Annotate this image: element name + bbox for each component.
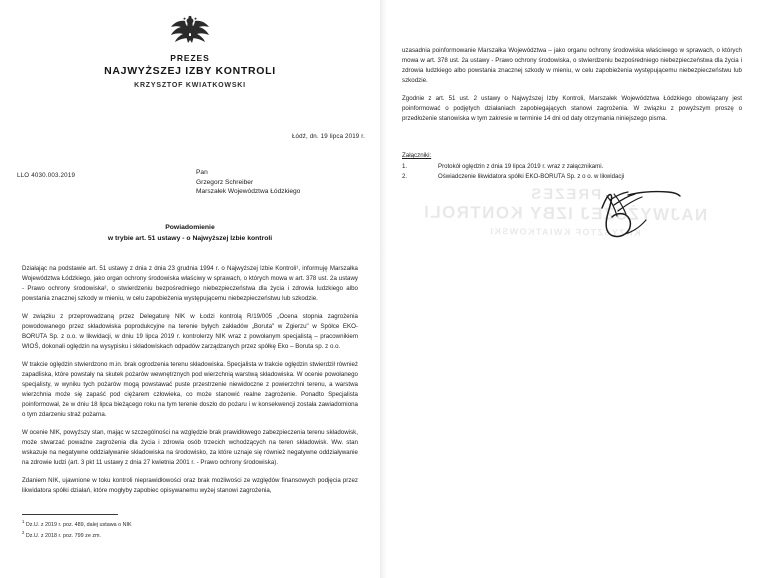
footnote-1 [22, 518, 272, 529]
footnote-1-marker: 1 [22, 519, 25, 524]
attachment-text: Protokół oględzin z dnia 19 lipca 2019 r. wraz z załącznikami. [438, 163, 604, 170]
attachment-text: Oświadczenie likwidatora spółki EKO-BORUTA Sp. z o o. w likwidacji [438, 172, 625, 180]
date-line: Łódź, dn. 19 lipca 2019 r. [291, 133, 365, 140]
paragraph-4: W ocenie NIK, powyższy stan, mając w szczególności na względzie brak prawidłowego zabezpieczenia terenu składowisk, może stwarzać poważne zagrożenia dla życia i zdrowia osób trzecich wchodzących na teren składowisk. Ww. stan wskazuje na negatywne oddziaływanie składowiska na środowisko, za które uznaje się również negatywne oddziaływanie na zdrowie ludzi (art. 3 pkt 11 ustawy z dnia 27 kwietnia 2001 r. - Prawo ochrony środowiska). [22, 429, 358, 467]
letterhead-line-1: PREZES [170, 53, 210, 63]
document-title-line-1: Powiadomienie [165, 224, 215, 231]
page-2-paragraph-1: uzasadnia poinformowanie Marszałka Województwa – jako organu ochrony środowiska właściwego w sprawach, o których mowa w art. 378 ust. 2a ustawy - Prawo ochrony środowiska, o stwierdzeniu bezpośredniego niebezpieczeństwa dla życia i zdrowia ludzkiego albo powstania znacznej szkody w mieniu, w celu zapobieżenia występującemu niebezpieczeństwu lub szkodzie. [402, 47, 742, 84]
addressee-name: Grzegorz Schreiber [196, 178, 254, 186]
attachments-list [402, 152, 732, 181]
paragraph-5: Zdaniem NIK, ujawnione w toku kontroli nieprawidłowości oraz brak możliwości ze względów finansowych podjęcia przez likwidatora spółki działań, które mogłyby zapobiec opisywanemu wyżej stanowi zagrożenia, [22, 477, 358, 495]
addressee-role: Marszałek Województwa Łódzkiego [196, 188, 301, 196]
addressee-salutation: Pan [196, 169, 208, 176]
footnote-2-text: Dz.U. z 2018 r. poz. 799 ze zm. [25, 532, 102, 539]
paragraph-1: Działając na podstawie art. 51 ustawy z dnia z dnia 23 grudnia 1994 r. o Najwyższej Izbie Kontroli¹, informuję Marszałka Województwa Łódzkiego, jako organ ochrony środowiska właściwy w sprawach, o których mowa w art. 378 ust. 2a ustawy - Prawo ochrony środowiska², o stwierdzeniu bezpośredniego niebezpieczeństwa dla życia i zdrowia ludzkiego albo powstania znacznej szkody w mieniu, w celu zapobieżenia występującemu niebezpieczeństwu lub szkodzie. [22, 265, 358, 302]
page-1-body [22, 258, 358, 505]
footnotes [22, 514, 272, 540]
page-2-paragraph-2: Zgodnie z art. 51 ust. 2 ustawy o Najwyższej Izby Kontroli, Marszałek Województwa Łódzkiego obowiązany jest poinformować o podjętych działaniach zapobiegających stanowi zagrożenia. W związku z powyższym proszę o przedłożenie stanowiska w tym zakresie w terminie 14 dni od daty otrzymania niniejszego pisma. [402, 95, 742, 123]
footnote-1-text: Dz.U. z 2019 r. poz. 489, dalej ustawa o NIK [25, 521, 132, 528]
polish-eagle-emblem-icon [167, 12, 213, 46]
document-title-line-2: w trybie art. 51 ustawy - o Najwyższej Izbie kontroli [107, 235, 273, 242]
reference-number: LLO 4030.003.2019 [17, 172, 76, 179]
document-title [0, 222, 380, 244]
page-2-body [402, 40, 742, 132]
attachment-number: 1. [402, 163, 408, 170]
addressee-block [196, 168, 300, 197]
attachment-item [402, 162, 732, 172]
footnote-2 [22, 529, 272, 540]
attachments-heading: Załączniki: [402, 152, 432, 159]
attachment-item [402, 172, 732, 182]
letterhead-line-2: NAJWYŻSZEJ IZBY KONTROLI [104, 65, 276, 77]
attachment-number: 2. [402, 172, 408, 180]
paragraph-2: W związku z przeprowadzaną przez Delegaturę NIK w Łodzi kontrolą R/19/005 „Ocena stopnia zagrożenia powodowanego przez składowiska poprodukcyjne na terenie byłych zakładów „Boruta" w Zgierzu" w Spółce EKO-BORUTA Sp. z o.o. w likwidacji, w dniu 19 lipca 2019 r. kontrolerzy NIK wraz z powołanym specjalistą – pracownikiem WIOŚ, dokonali oględzin na wysypisku i składowiskach odpadów zarządzanych przez spółkę Eko – Boruta sp. z o.o. [22, 313, 358, 350]
footnote-2-marker: 2 [22, 530, 25, 535]
letterhead-signer-name: KRZYSZTOF KWIATKOWSKI [134, 82, 246, 89]
footnote-separator [22, 514, 118, 515]
letterhead [0, 12, 380, 89]
paragraph-3: W trakcie oględzin stwierdzono m.in. brak ogrodzenia terenu składowiska. Specjalista w trakcie oględzin stwierdził również zapadliska, które powstały na skutek pożarów wewnętrznych pod wierzchnią warstwą składowiska. W ocenie powołanego specjalisty, w wyniku tych pożarów mogą powstawać puste przestrzenie niewidoczne z powierzchni terenu, a warstwa wierzchnia może się zapaść pod ciężarem człowieka, co może stanowić realne zagrożenie. Ponadto Specjalista poinformował, że w dniu 18 lipca bieżącego roku na tym terenie doszło do pożaru i w konsekwencji została zawiadomiona o tym zdarzeniu straż pożarna. [22, 361, 358, 418]
